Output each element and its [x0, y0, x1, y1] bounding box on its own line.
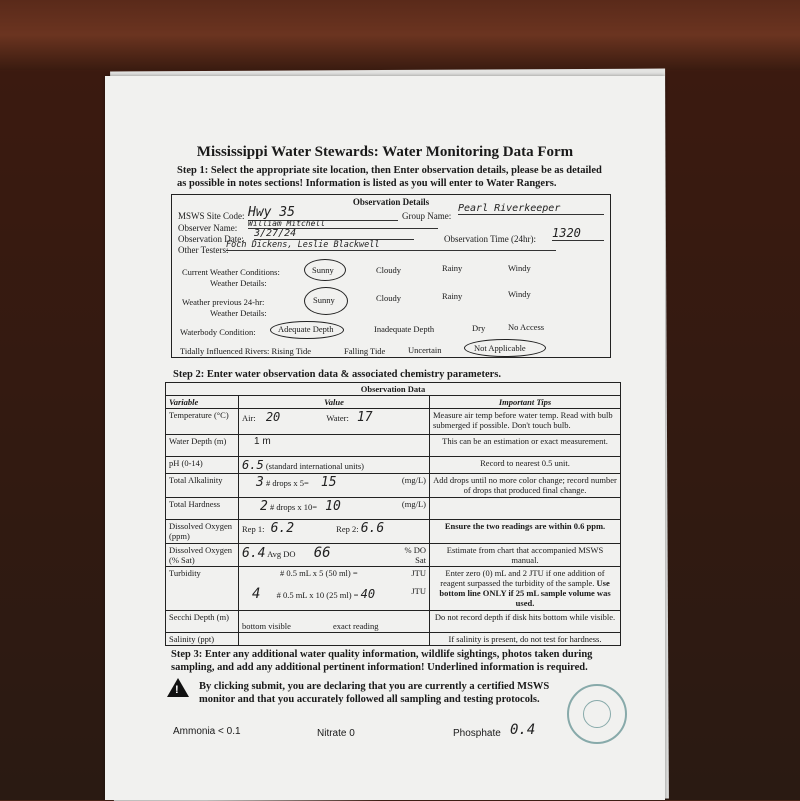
- alk-drops: 3: [256, 475, 264, 490]
- table-row: [166, 409, 621, 435]
- dosat-unit: % DO Sat: [404, 545, 426, 565]
- group-label: Group Name:: [402, 211, 452, 221]
- ph-unit: (standard international units): [265, 461, 365, 471]
- tidal-label: Tidally Influenced Rivers: Rising Tide: [180, 346, 311, 356]
- table-row: [166, 520, 621, 544]
- seal-inner-ring: [583, 700, 611, 728]
- table-row: [166, 611, 621, 633]
- weather-now-windy: Windy: [508, 263, 531, 273]
- hard-label: Total Hardness: [166, 498, 239, 520]
- water-label: Water:: [326, 413, 349, 423]
- turb-tip: Enter zero (0) mL and 2 JTU if one addition of reagent surpassed the turbidity of the sample. Use bottom line ONLY if 25 mL sample volume was used.: [430, 567, 621, 611]
- weather-now-sunny: Sunny: [312, 265, 334, 275]
- weather-now-details-label: Weather Details:: [210, 278, 267, 288]
- table-heading: Observation Data: [166, 383, 621, 396]
- phosphate-label: Phosphate: [453, 728, 501, 739]
- alk-label: Total Alkalinity: [166, 474, 239, 498]
- waterbody-inadequate: Inadequate Depth: [374, 324, 435, 334]
- time-value: 1320: [552, 226, 604, 241]
- table-row: [166, 457, 621, 474]
- ammonia-note: Ammonia < 0.1: [173, 726, 241, 737]
- weather-prev-windy: Windy: [508, 289, 531, 299]
- turb-line2: 4 # 0.5 mL x 10 (25 ml) = 40 JTU: [252, 586, 426, 602]
- tidal-uncertain: Uncertain: [408, 345, 442, 355]
- weather-now-cloudy: Cloudy: [376, 265, 402, 275]
- weather-prev-sunny: Sunny: [313, 295, 335, 305]
- nitrate-note: Nitrate 0: [317, 728, 355, 739]
- waterbody-dry: Dry: [472, 323, 486, 333]
- hard-unit: (mg/L): [401, 499, 426, 509]
- do-tip: Ensure the two readings are within 0.6 ppm.: [430, 520, 621, 544]
- hard-mult: # drops x 10=: [269, 502, 318, 512]
- rep1-value: 6.2: [270, 521, 295, 536]
- site-code-label: MSWS Site Code:: [178, 211, 245, 221]
- time-label: Observation Time (24hr):: [444, 234, 536, 244]
- turb-value-1: 4: [252, 586, 261, 602]
- step2-instructions: Step 2: Enter water observation data & associated chemistry parameters.: [173, 369, 501, 380]
- declaration: By clicking submit, you are declaring that you are currently a certified MSWS monitor and that you accurately followed all sampling and testing protocols.: [199, 681, 550, 705]
- weather-prev-cloudy: Cloudy: [376, 293, 402, 303]
- hard-value: 10: [325, 499, 341, 514]
- do-label: Dissolved Oxygen (ppm): [166, 520, 239, 544]
- col-value: Value: [239, 396, 430, 409]
- dosat-label: Dissolved Oxygen (% Sat): [166, 544, 239, 567]
- secchi-opt1: bottom visible: [242, 621, 291, 631]
- table-row: [166, 435, 621, 457]
- sal-tip: If salinity is present, do not test for hardness.: [430, 633, 621, 646]
- alk-tip: Add drops until no more color change; record number of drops that produced final change.: [430, 474, 621, 498]
- temp-values: [239, 409, 430, 435]
- avg-do-value: 6.4: [242, 546, 266, 561]
- table-row: [166, 474, 621, 498]
- tidal-not-applicable: Not Applicable: [474, 343, 526, 353]
- air-value: 20: [265, 410, 281, 424]
- waterbody-label: Waterbody Condition:: [180, 327, 256, 337]
- observer-value: William Mitchell: [248, 219, 438, 229]
- wood-table-top: [0, 0, 800, 70]
- water-value: 17: [356, 410, 373, 425]
- testers-label: Other Testers:: [178, 245, 229, 255]
- depth-tip: This can be an estimation or exact measurement.: [430, 435, 621, 457]
- ph-tip: Record to nearest 0.5 unit.: [430, 457, 621, 474]
- weather-now-label: Current Weather Conditions:: [182, 267, 280, 277]
- avg-do-label: Avg DO: [267, 549, 296, 559]
- rep2-label: Rep 2:: [336, 524, 359, 534]
- step1-instructions: Step 1: Select the appropriate site location, then Enter observation details, please be as detailed as possible in notes sections! Information is listed as you will enter to Water Rangers.: [177, 165, 602, 189]
- group-value: Pearl Riverkeeper: [458, 203, 604, 215]
- temp-label: Temperature (°C): [166, 409, 239, 435]
- table-row: [166, 544, 621, 567]
- step3-instructions: Step 3: Enter any additional water quality information, wildlife sightings, photos taken during sampling, and add any additional pertinent information! Underlined information is required.: [171, 649, 593, 673]
- observation-data-table: [165, 382, 621, 646]
- alk-mult: # drops x 5=: [265, 478, 309, 488]
- depth-label: Water Depth (m): [166, 435, 239, 457]
- table-row: [166, 567, 621, 611]
- ph-value: 6.5: [242, 458, 264, 472]
- rep1-label: Rep 1:: [242, 524, 265, 534]
- form-title: Mississippi Water Stewards: Water Monitoring Data Form: [196, 144, 574, 160]
- turb-line1: # 0.5 mL x 5 (50 ml) = JTU: [280, 568, 426, 578]
- waterbody-adequate: Adequate Depth: [278, 324, 334, 334]
- turb-value-2: 40: [360, 587, 376, 601]
- secchi-opt2: exact reading: [333, 621, 379, 631]
- msws-seal-logo: [567, 684, 627, 744]
- alk-value: 15: [320, 475, 337, 490]
- col-variable: Variable: [166, 396, 239, 409]
- date-value: 3/27/24: [254, 228, 414, 240]
- secchi-label: Secchi Depth (m): [166, 611, 239, 633]
- obs-details-heading: Observation Details: [352, 197, 430, 207]
- table-row: [166, 498, 621, 520]
- weather-prev-label: Weather previous 24-hr:: [182, 297, 265, 307]
- col-tips: Important Tips: [430, 396, 621, 409]
- phosphate-value: 0.4: [510, 722, 536, 738]
- ph-label: pH (0-14): [166, 457, 239, 474]
- turb-label: Turbidity: [166, 567, 239, 611]
- dosat-value: 66: [313, 545, 331, 561]
- observer-label: Observer Name:: [178, 223, 238, 233]
- date-label: Observation Date:: [178, 234, 244, 244]
- rep2-value: 6.6: [360, 521, 385, 536]
- air-label: Air:: [242, 413, 256, 423]
- alk-unit: (mg/L): [401, 475, 426, 485]
- temp-tip: Measure air temp before water temp. Read with bulb submerged if possible. Don't touch bulb.: [430, 409, 621, 435]
- secchi-tip: Do not record depth if disk hits bottom while visible.: [430, 611, 621, 633]
- hard-drops: 2: [260, 499, 268, 514]
- dosat-tip: Estimate from chart that accompanied MSWS manual.: [430, 544, 621, 567]
- tidal-falling: Falling Tide: [344, 346, 386, 356]
- testers-value: Foch Dickens, Leslie Blackwell: [226, 240, 556, 251]
- weather-prev-rainy: Rainy: [442, 291, 463, 301]
- observation-details-box: [171, 194, 611, 358]
- site-code-value: Hwy 35: [248, 205, 398, 221]
- weather-prev-details-label: Weather Details:: [210, 308, 267, 318]
- data-form-sheet: [105, 76, 665, 800]
- sal-label: Salinity (ppt): [166, 633, 239, 646]
- depth-value: 1 m: [254, 436, 271, 447]
- waterbody-no-access: No Access: [508, 322, 545, 332]
- table-row: [166, 633, 621, 646]
- warning-exclamation-icon: !: [175, 684, 179, 696]
- weather-now-rainy: Rainy: [442, 263, 463, 273]
